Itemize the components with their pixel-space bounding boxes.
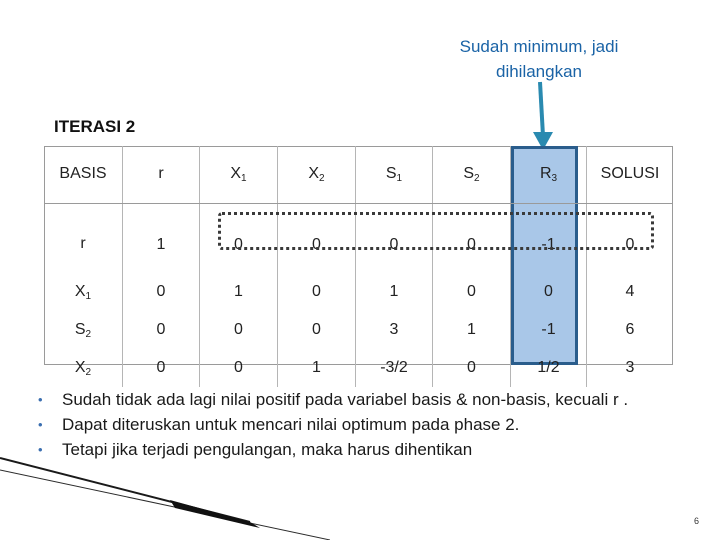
value-cell: -1 (511, 311, 587, 349)
value-cell: 0 (433, 273, 511, 311)
header-cell: $S_1$ (356, 146, 433, 204)
value-cell: 1 (200, 273, 278, 311)
bullet-text: Dapat diteruskan untuk mencari nilai optimum pada phase 2. (62, 415, 520, 434)
down-arrow-icon (528, 80, 558, 152)
value-cell: -3/2 (356, 349, 433, 387)
table-row (44, 349, 673, 387)
header-cell: BASIS (44, 146, 123, 204)
callout-line-2: dihilangkan (495, 62, 582, 81)
callout-annotation (420, 34, 658, 84)
page-number: 6 (694, 516, 700, 526)
value-cell: 0 (625, 235, 635, 253)
value-cell: 0 (123, 273, 200, 311)
basis-cell: r (44, 204, 123, 274)
value-cell: 1 (278, 349, 356, 387)
header-cell: r (123, 146, 200, 204)
bullet-item (38, 413, 678, 436)
basis-cell: $X_2$ (44, 349, 123, 387)
value-cell: 1/2 (511, 349, 587, 387)
simplex-table (44, 146, 673, 387)
value-cell: 0 (278, 204, 356, 274)
header-cell: $S_2$ (433, 146, 511, 204)
value-cell: 1 (433, 311, 511, 349)
header-cell: SOLUSI (587, 146, 674, 204)
bullet-text: Sudah tidak ada lagi nilai positif pada variabel basis & non-basis, kecuali r . (62, 390, 629, 409)
basis-cell: $S_2$ (44, 311, 123, 349)
header-cell: $R_3$ (511, 146, 587, 204)
value-cell: 6 (625, 321, 635, 338)
table-row (44, 273, 673, 311)
row-r-dotted-highlight (218, 212, 654, 250)
value-cell: 0 (278, 273, 356, 311)
bullet-item (38, 388, 678, 411)
value-cell: 0 (200, 349, 278, 387)
value-cell: 0 (278, 311, 356, 349)
decorative-swoosh (0, 450, 330, 540)
header-cell: $X_2$ (278, 146, 356, 204)
value-cell: 1 (356, 273, 433, 311)
value-cell: 3 (356, 311, 433, 349)
value-cell: 0 (200, 311, 278, 349)
iteration-title: ITERASI 2 (54, 117, 136, 136)
value-cell: 0 (511, 273, 587, 311)
value-cell: 3 (625, 359, 635, 376)
value-cell: 0 (123, 311, 200, 349)
value-cell: 0 (433, 204, 511, 274)
value-cell: -1 (511, 204, 587, 274)
table-row (44, 311, 673, 349)
bullet-dot-icon: • (38, 417, 43, 432)
value-cell: 4 (625, 283, 635, 300)
callout-line-1: Sudah minimum, jadi (459, 37, 619, 56)
bullet-text: Tetapi jika terjadi pengulangan, maka harus dihentikan (62, 440, 473, 459)
value-cell: 0 (200, 204, 278, 274)
bullet-dot-icon: • (38, 442, 43, 457)
table-header-row (44, 146, 673, 204)
header-cell: $X_1$ (200, 146, 278, 204)
value-cell: 0 (123, 349, 200, 387)
basis-cell: $X_1$ (44, 273, 123, 311)
value-cell: 0 (356, 204, 433, 274)
value-cell: 0 (433, 349, 511, 387)
value-cell: 1 (123, 204, 200, 274)
bullet-dot-icon: • (38, 392, 43, 407)
